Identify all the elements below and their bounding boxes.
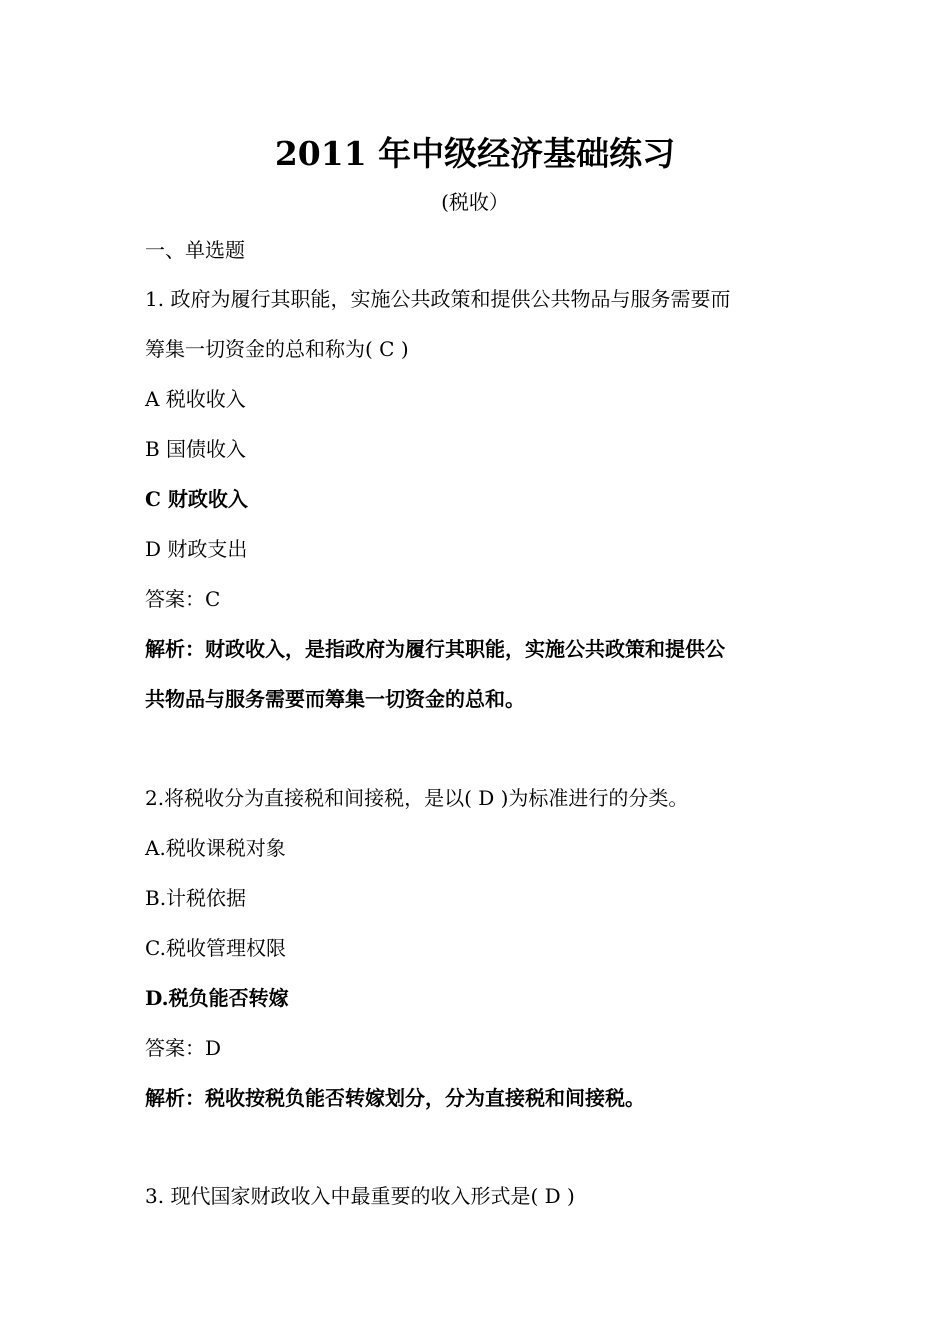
q2-answer: 答案：D [145,1036,222,1060]
q2-option-c: C.税收管理权限 [145,936,286,960]
q1-option-a: A 税收收入 [145,387,246,411]
q2-stem: 2.将税收分为直接税和间接税，是以( D )为标准进行的分类。 [145,786,689,810]
q1-analysis-line1: 解析：财政收入，是指政府为履行其职能，实施公共政策和提供公 [145,637,725,661]
q2-option-d: D.税负能否转嫁 [145,986,289,1010]
q1-option-d: D 财政支出 [145,537,248,561]
q3-stem: 3. 现代国家财政收入中最重要的收入形式是( D ) [145,1184,575,1208]
q2-option-a: A.税收课税对象 [145,836,286,860]
q1-option-b: B 国债收入 [145,437,247,461]
q1-option-c: C 财政收入 [145,487,248,511]
q1-stem-line1: 1. 政府为履行其职能，实施公共政策和提供公共物品与服务需要而 [145,287,731,311]
q2-option-b: B.计税依据 [145,886,247,910]
page-subtitle: (税收） [441,190,509,214]
q2-analysis: 解析：税收按税负能否转嫁划分，分为直接税和间接税。 [145,1086,645,1110]
q1-stem-line2: 筹集一切资金的总和称为( C ) [145,337,409,361]
section-heading: 一、单选题 [145,238,245,262]
page-title: 2011 年中级经济基础练习 [274,134,676,173]
q1-answer: 答案：C [145,587,221,611]
q1-analysis-line2: 共物品与服务需要而筹集一切资金的总和。 [145,687,525,711]
